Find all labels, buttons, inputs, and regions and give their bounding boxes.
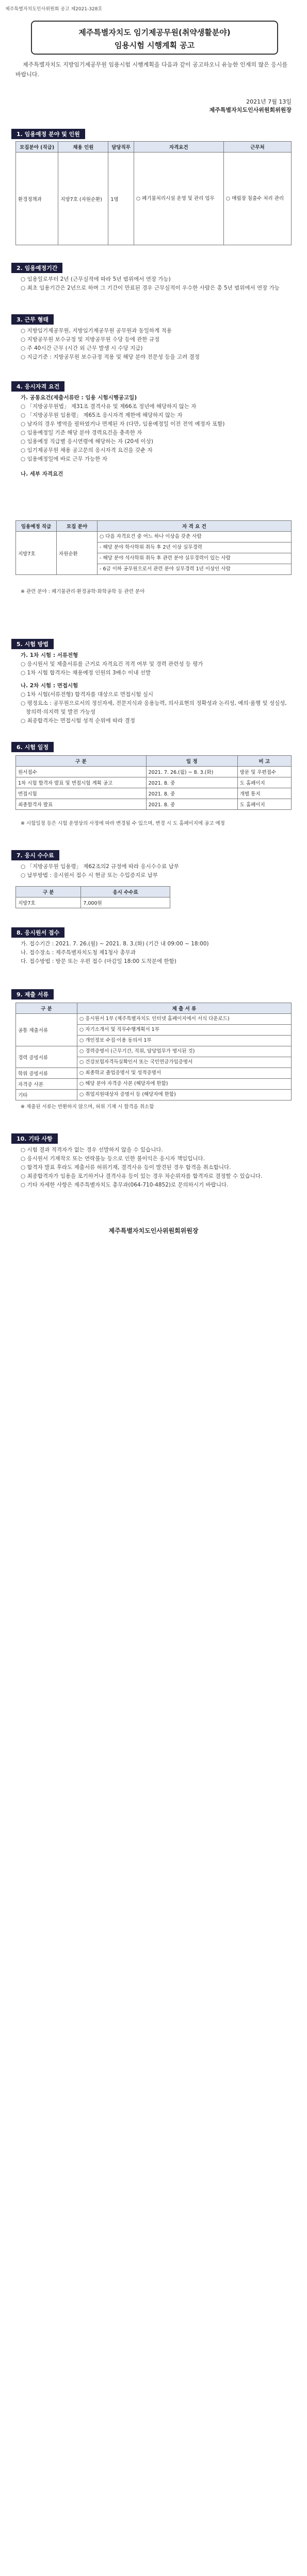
t9-h0: 구 분 <box>16 1003 77 1014</box>
t6-c: 2021. 8. 중 <box>146 799 237 810</box>
t6-c: 최종합격자 발표 <box>16 799 147 810</box>
t7-c0: 지방7호 <box>16 897 81 908</box>
t7-c1: 7,000원 <box>81 897 170 908</box>
t9-cat: 경력 증빙서류 <box>16 1046 77 1068</box>
section-9-header: 9. 제출 서류 <box>11 989 54 999</box>
s5-line: ○ 1차 시험(서류전형) 합격자를 대상으로 면접시험 실시 <box>21 691 154 698</box>
t9-doc: ○ 경력증명서 (근무기간, 직위, 담당업무가 명시된 것) <box>77 1046 292 1057</box>
s3-line: ○ 지방임기제공무원, 지방임기제공무원 공무원과 동일하게 적용 <box>21 328 172 334</box>
s3-line: ○ 지방공무원 보수규정 및 지방공무원 수당 등에 관한 규정 <box>21 336 160 343</box>
section-7-header: 7. 응시 수수료 <box>11 850 59 860</box>
s5-line: 가. 1차 시험 : 서류전형 <box>21 652 78 658</box>
s5-line: ○ 응시원서 및 제출서류를 근거로 자격요건 적격 여부 및 경력 관련성 등 평가 <box>21 661 203 667</box>
s3-line: ○ 지급기준 : 지방공무원 보수규정 적용 및 해당 분야 전문성 등을 고려 결정 <box>21 354 200 360</box>
s5-line: 나. 2차 시험 : 면접시험 <box>21 683 78 689</box>
s4-item: ○ 임용예정일 기준 해당 분야 경력요건을 충족한 자 <box>21 430 142 436</box>
section-4-header: 4. 응시자격 요건 <box>11 381 64 392</box>
s10-line: ○ 최종합격자가 임용을 포기하거나 결격사유 등이 있는 경우 차순위자를 합격자로 결정할 수 있습니다. <box>21 1173 263 1179</box>
s4-item: ○ 「지방공무원 임용령」 제65조 응시자격 제한에 해당하지 않는 자 <box>21 412 183 418</box>
t1-c2: 1명 <box>108 152 134 245</box>
t6-c: 2021. 8. 중 <box>146 788 237 799</box>
t9-cat: 공통 제출서류 <box>16 1014 77 1046</box>
t6-c: 면접시험 <box>16 788 147 799</box>
t9-doc: ○ 개인정보 수집·이용 동의서 1부 <box>77 1036 292 1046</box>
s4-item: ○ 남자의 경우 병역을 필하였거나 면제된 자 (다만, 임용예정일 이전 전역 예정자 포함) <box>21 421 225 427</box>
t1-c4: ○ 매립장 침출수 처리 관리 <box>223 152 291 245</box>
s4-sub2: 나. 세부 자격요건 <box>21 471 63 477</box>
t1-c0: 환경정책과 <box>16 152 58 245</box>
t9-cat: 기타 <box>16 1090 77 1100</box>
t6-c: 2021. 8. 중 <box>146 777 237 788</box>
s4-item: ○ 임용예정일에 바로 근무 가능한 자 <box>21 456 107 462</box>
t2-h1: 모집 분야 <box>57 521 98 532</box>
t1-h3: 자격요건 <box>134 142 223 152</box>
t1-h4: 근무처 <box>223 142 291 152</box>
s6-note: ※ 시험일정 등은 시험 운영상의 사정에 따라 변경될 수 있으며, 변경 시 도 홈페이지에 공고 예정 <box>21 821 225 826</box>
t1-h0: 모집분야 (직급) <box>16 142 58 152</box>
t2-h2: 자 격 요 건 <box>98 521 292 532</box>
t6-c: 방문 및 우편접수 <box>237 767 291 777</box>
t2-req: - 해당 분야 석사학위 취득 후 관련 분야 실무경력이 있는 사람 <box>98 553 292 564</box>
t2-req: - 6급 이하 공무원으로서 관련 분야 실무경력 1년 이상인 사람 <box>98 564 292 575</box>
t6-c: 원서접수 <box>16 767 147 777</box>
s10-line: ○ 응시원서 기재착오 또는 연락불능 등으로 인한 불이익은 응시자 책임입니다. <box>21 1156 205 1162</box>
t6-c: 2021. 7. 26.(월) ~ 8. 3.(화) <box>146 767 237 777</box>
t6-c: 개별 통지 <box>237 788 291 799</box>
section-5-body <box>21 651 292 725</box>
section-10-header: 10. 기타 사항 <box>11 1133 58 1144</box>
documents-table <box>15 1003 292 1100</box>
section-8-header: 8. 응시원서 접수 <box>11 927 64 938</box>
t9-h1: 제 출 서 류 <box>77 1003 292 1014</box>
s10-line: ○ 시험 결과 적격자가 없는 경우 선발하지 않을 수 있습니다. <box>21 1147 163 1153</box>
section-10-body <box>21 1146 292 1190</box>
announce-org: 제주특별자치도인사위원회위원장 <box>209 107 292 113</box>
section-4-body <box>21 394 292 479</box>
t2-grade: 지방7호 <box>16 532 57 575</box>
section-7-body <box>21 862 292 880</box>
t6-h1: 일 정 <box>146 756 237 767</box>
s4-title: 가. 공통요건(제출서류란 : 임용 시험시행공고일) <box>21 395 137 401</box>
s8-line: 나. 접수장소 : 제주특별자치도청 제1청사 총무과 <box>21 950 136 956</box>
s7-line: ○ 납부방법 : 응시원서 접수 시 현금 또는 수입증지로 납부 <box>21 872 158 878</box>
section-8-body <box>21 940 292 966</box>
t2-field: 자원순환 <box>57 532 98 575</box>
recruit-table <box>15 141 292 245</box>
section-3-header: 3. 근무 형태 <box>11 314 54 325</box>
s2-line: ○ 최초 임용기간은 2년으로 하며 그 기간이 만료된 경우 근무실적이 우수한 사람은 총 5년 범위에서 연장 가능 <box>21 285 280 291</box>
document-number: 제주특별자치도인사위원회 공고 제2021-328호 <box>5 7 103 12</box>
t9-doc: ○ 건강보험자격득실확인서 또는 국민연금가입증명서 <box>77 1057 292 1068</box>
intro-text: 제주특별자치도 지방임기제공무원 임용시험 시행계획을 다음과 같이 공고하오니 유능한 인재의 많은 응시를 바랍니다. <box>15 61 288 78</box>
schedule-table <box>15 755 292 810</box>
t2-req: - 해당 분야 학사학위 취득 후 2년 이상 실무경력 <box>98 543 292 553</box>
section-5-header: 5. 시험 방법 <box>11 639 54 649</box>
s3-line: ○ 주 40시간 근무 (시간 외 근무 발생 시 수당 지급) <box>21 345 143 351</box>
s9-note: ※ 제출된 서류는 반환하지 않으며, 허위 기재 시 합격을 취소함 <box>21 1104 154 1110</box>
s5-line: ○ 평정요소 : 공무원으로서의 정신자세, 전문지식과 응용능력, 의사표현의 정확성과 논리성, 예의·품행 및 성실성, 창의력·의지력 및 발전 가능성 <box>21 700 287 715</box>
s4-item: ○ 임기제공무원 채용 공고문의 응시자격 요건을 갖춘 자 <box>21 447 153 453</box>
t7-h1: 응시 수수료 <box>81 887 170 897</box>
section-1-header: 1. 임용예정 분야 및 인원 <box>11 129 85 139</box>
footer-org: 제주특별자치도인사위원회위원장 <box>108 1227 199 1234</box>
t6-c: 도 홈페이지 <box>237 799 291 810</box>
t6-h0: 구 분 <box>16 756 147 767</box>
section-2-header: 2. 임용예정기간 <box>11 263 62 273</box>
s5-line: ○ 최종합격자는 면접시험 성적 순위에 따라 결정 <box>21 718 135 724</box>
s4-item: ○ 임용예정 직급별 응시연령에 해당하는 자 (20세 이상) <box>21 438 153 445</box>
section-3-body <box>21 327 292 362</box>
s8-line: 가. 접수기간 : 2021. 7. 26.(월) ~ 2021. 8. 3.(화) (기간 내 09:00 ~ 18:00) <box>21 941 209 947</box>
t6-c: 1차 시험 합격자 발표 및 면접시험 계획 공고 <box>16 777 147 788</box>
t2-h0: 임용예정 직급 <box>16 521 57 532</box>
section-2-body <box>21 275 292 293</box>
s10-line: ○ 기타 자세한 사항은 제주특별자치도 총무과(064-710-4852)로 문의하시기 바랍니다. <box>21 1182 229 1188</box>
section-6-header: 6. 시험 일정 <box>11 742 54 752</box>
t1-h2: 담당직무 <box>108 142 134 152</box>
s10-line: ○ 합격자 발표 후라도 제출서류 허위기재, 결격사유 등이 발견된 경우 합격을 취소합니다. <box>21 1164 231 1171</box>
t1-h1: 채용 인원 <box>58 142 108 152</box>
t9-doc: ○ 취업지원대상자 증명서 등 (해당자에 한함) <box>77 1090 292 1100</box>
s8-line: 다. 접수방법 : 방문 또는 우편 접수 (마감일 18:00 도착분에 한함) <box>21 958 176 964</box>
t7-h0: 구 분 <box>16 887 81 897</box>
s4-note: ※ 관련 분야 : 폐기물관리·환경공학·화학공학 등 관련 분야 <box>21 589 145 595</box>
title-line2: 임용시험 시행계획 공고 <box>114 41 195 50</box>
t1-c3: ○ 폐기물처리시설 운영 및 관리 업무 <box>134 152 223 245</box>
s5-line: ○ 1차 시험 합격자는 채용예정 인원의 3배수 이내 선발 <box>21 670 151 676</box>
fee-table <box>15 886 170 908</box>
dateline <box>155 98 292 114</box>
s2-line: ○ 임용일로부터 2년 (근무실적에 따라 5년 범위에서 연장 가능) <box>21 276 171 282</box>
t9-doc: ○ 자기소개서 및 직무수행계획서 1부 <box>77 1025 292 1036</box>
title-box <box>31 21 278 55</box>
t9-cat: 학위 증빙서류 <box>16 1068 77 1079</box>
s4-item: ○ 「지방공무원법」 제31조 결격사유 및 제66조 정년에 해당하지 않는 자 <box>21 403 197 410</box>
t6-h2: 비 고 <box>237 756 291 767</box>
announce-date: 2021년 7월 13일 <box>246 98 292 105</box>
t6-c: 도 홈페이지 <box>237 777 291 788</box>
t2-req: ○ 다음 자격요건 중 어느 하나 이상을 갖춘 사람 <box>98 532 292 543</box>
s7-line: ○ 「지방공무원 임용령」 제62조의2 규정에 따라 응시수수료 납부 <box>21 863 179 870</box>
t9-doc: ○ 최종학교 졸업증명서 및 성적증명서 <box>77 1068 292 1079</box>
qualification-table <box>15 520 292 575</box>
t1-c1: 지방7호 (자원순환) <box>58 152 108 245</box>
t9-doc: ○ 응시원서 1부 (제주특별자치도 인터넷 홈페이지에서 서식 다운로드) <box>77 1014 292 1025</box>
title-line1: 제주특별자치도 임기제공무원(취약생활분야) <box>78 28 231 37</box>
t9-cat: 자격증 사본 <box>16 1079 77 1090</box>
t9-doc: ○ 해당 분야 자격증 사본 (해당자에 한함) <box>77 1079 292 1090</box>
